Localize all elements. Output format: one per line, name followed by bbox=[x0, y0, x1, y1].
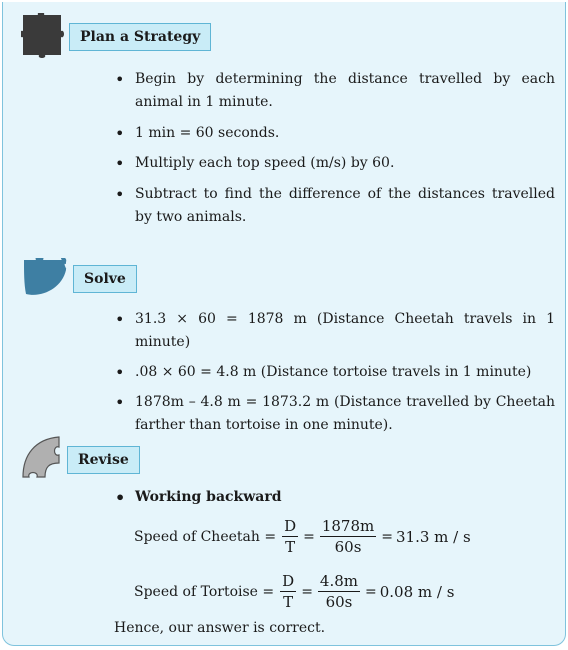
distance-over-time-fraction bbox=[320, 517, 376, 556]
fraction-denominator: T bbox=[283, 593, 294, 611]
plan-bullet-list bbox=[115, 68, 555, 229]
fraction-denominator: 60s bbox=[334, 538, 362, 556]
fraction-denominator: 60s bbox=[325, 593, 353, 611]
revise-bullet: • Working backward bbox=[115, 486, 555, 509]
plan-bullet: • Subtract to find the difference of the distances travelled by two animals. bbox=[115, 183, 555, 229]
d-over-t-fraction bbox=[282, 517, 298, 556]
puzzle-piece-gray-icon bbox=[19, 433, 63, 479]
content-panel bbox=[2, 2, 566, 646]
fraction-numerator: 4.8m bbox=[319, 572, 359, 590]
fraction-numerator: D bbox=[284, 517, 297, 535]
plan-bullet: • Multiply each top speed (m/s) by 60. bbox=[115, 152, 555, 175]
solve-bullet: • 1878m – 4.8 m = 1873.2 m (Distance travelled by Cheetah farther than tortoise in one minute). bbox=[115, 391, 555, 437]
fraction-numerator: D bbox=[282, 572, 295, 590]
tortoise-label: Speed of Tortoise = bbox=[134, 583, 275, 600]
equals-sign: = bbox=[303, 528, 315, 545]
solve-bullet-list bbox=[115, 308, 555, 437]
solve-bullet: • .08 × 60 = 4.8 m (Distance tortoise travels in 1 minute) bbox=[115, 361, 555, 384]
equals-sign: = bbox=[365, 583, 377, 600]
speed-result: 0.08 m / s bbox=[379, 582, 455, 601]
plan-bullet: • 1 min = 60 seconds. bbox=[115, 122, 555, 145]
equals-sign: = bbox=[301, 583, 313, 600]
fraction-numerator: 1878m bbox=[321, 517, 375, 535]
speed-result: 31.3 m / s bbox=[395, 527, 471, 546]
solve-heading: Solve bbox=[73, 265, 137, 293]
fraction-denominator: T bbox=[285, 538, 296, 556]
cheetah-label: Speed of Cheetah = bbox=[134, 528, 277, 545]
puzzle-piece-dark-icon bbox=[21, 13, 65, 59]
distance-over-time-fraction bbox=[318, 572, 360, 611]
d-over-t-fraction bbox=[280, 572, 296, 611]
plan-heading: Plan a Strategy bbox=[69, 23, 211, 51]
solve-bullet: • 31.3 × 60 = 1878 m (Distance Cheetah travels in 1 minute) bbox=[115, 308, 555, 354]
tortoise-speed-formula bbox=[134, 572, 454, 611]
revise-heading: Revise bbox=[67, 446, 140, 474]
cheetah-speed-formula bbox=[134, 517, 471, 556]
revise-bullet-list bbox=[115, 486, 555, 509]
plan-bullet: • Begin by determining the distance travelled by each animal in 1 minute. bbox=[115, 68, 555, 114]
conclusion-text: Hence, our answer is correct. bbox=[114, 620, 326, 636]
equals-sign: = bbox=[381, 528, 393, 545]
puzzle-piece-blue-icon bbox=[22, 258, 70, 298]
